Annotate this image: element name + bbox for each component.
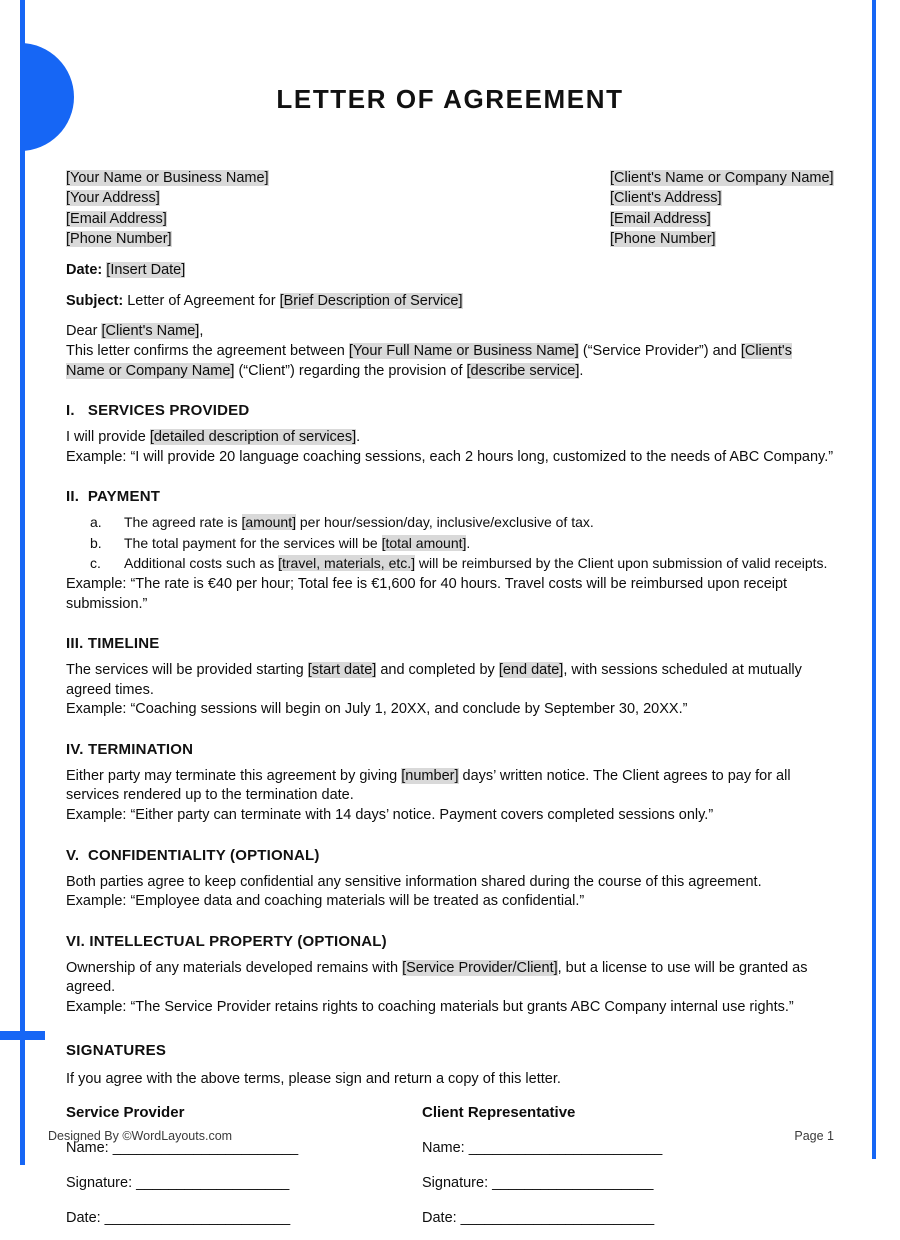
services-value: [detailed description of services]: [149, 429, 357, 446]
client-address-value: [Client's Address]: [610, 190, 722, 207]
payment-a-value: [amount]: [241, 514, 296, 531]
section-numeral-confidentiality: V.: [66, 846, 80, 864]
payment-example-wrap: [66, 575, 834, 614]
section-title-services: SERVICES PROVIDED: [87, 402, 250, 420]
section-title-timeline: TIMELINE: [87, 635, 160, 653]
client-name-value: [Client's Name or Company Name]: [610, 170, 834, 186]
list-item: [90, 533, 834, 554]
payment-item-text-a: [124, 512, 594, 533]
client-party-column: [610, 168, 834, 250]
sender-name-line: [66, 168, 610, 188]
client-representative-name-field[interactable]: Name: ________________________: [422, 1139, 663, 1156]
payment-b-value: [total amount]: [381, 534, 467, 551]
sender-phone-value: [Phone Number]: [66, 231, 172, 248]
services-text-before: I will provide: [66, 429, 146, 446]
footer-page-number: Page 1: [794, 1129, 834, 1143]
subject-label: Subject:: [66, 293, 124, 310]
subject-value: [Brief Description of Service]: [279, 293, 463, 310]
section-body-services: [66, 428, 834, 467]
ip-before: Ownership of any materials developed remains with: [66, 959, 399, 976]
intro-text-4: .: [579, 362, 584, 379]
sender-phone-line: [66, 229, 610, 249]
section-body-intellectual-property: [66, 959, 834, 1018]
service-provider-signature-field[interactable]: Signature: ___________________: [66, 1174, 290, 1191]
section-heading-services: [66, 402, 834, 419]
payment-item-marker-b: b.: [90, 534, 102, 551]
timeline-example: Example: “Coaching sessions will begin on July 1, 20XX, and conclude by September 30, 20XX.”: [66, 701, 688, 718]
intro-value-2: [Client's Name or Company Name]: [66, 343, 792, 379]
timeline-mid: and completed by: [380, 662, 495, 679]
parties-block: [66, 168, 834, 250]
date-label: Date:: [66, 261, 103, 278]
section-title-intellectual-property: INTELLECTUAL PROPERTY (OPTIONAL): [89, 932, 387, 950]
client-name-line: [610, 168, 834, 188]
services-example: Example: “I will provide 20 language coaching sessions, each 2 hours long, customized to the needs of ABC Company.”: [66, 448, 834, 465]
client-phone-line: [610, 229, 834, 249]
payment-items-list: [66, 512, 834, 574]
section-heading-intellectual-property: [66, 933, 834, 950]
services-text-after: .: [356, 429, 361, 446]
salutation-suffix: ,: [199, 323, 204, 340]
intro-text-1: This letter confirms the agreement between: [66, 343, 345, 360]
client-representative-signature-field[interactable]: Signature: ____________________: [422, 1174, 654, 1191]
signature-column-service-provider: [66, 1104, 422, 1240]
termination-value: [number]: [401, 767, 459, 784]
subject-static-text: Letter of Agreement for: [127, 293, 276, 310]
payment-b-after: .: [466, 534, 471, 551]
section-body-termination: [66, 767, 834, 826]
bottom-left-accent-bar: [0, 1031, 45, 1040]
section-numeral-timeline: III.: [66, 635, 84, 653]
termination-example: Example: “Either party can terminate with 14 days’ notice. Payment covers completed sessions only.”: [66, 807, 714, 824]
document-content: [66, 0, 834, 1240]
payment-item-text-b: [124, 533, 470, 554]
ip-example: Example: “The Service Provider retains rights to coaching materials but grants ABC Company internal use rights.”: [66, 999, 794, 1016]
page-title: LETTER OF AGREEMENT: [276, 84, 624, 114]
client-email-value: [Email Address]: [610, 210, 711, 227]
list-item: [90, 512, 834, 533]
signature-title-client-representative: Client Representative: [422, 1103, 576, 1121]
client-address-line: [610, 188, 834, 208]
payment-c-value: [travel, materials, etc.]: [278, 555, 416, 572]
timeline-before: The services will be provided starting: [66, 662, 304, 679]
confidentiality-statement: Both parties agree to keep confidential any sensitive information shared during the course of this agreement.: [66, 873, 762, 890]
sender-address-value: [Your Address]: [66, 190, 160, 207]
section-heading-signatures: SIGNATURES: [66, 1041, 167, 1059]
client-representative-date-field[interactable]: Date: ________________________: [422, 1209, 655, 1226]
payment-b-before: The total payment for the services will be: [124, 534, 378, 551]
section-heading-payment: [66, 488, 834, 505]
service-provider-name-field[interactable]: Name: _______________________: [66, 1139, 299, 1156]
signatures-intro: If you agree with the above terms, please sign and return a copy of this letter.: [66, 1070, 561, 1087]
client-email-line: [610, 209, 834, 229]
timeline-start-value: [start date]: [307, 662, 377, 679]
payment-item-marker-a: a.: [90, 514, 102, 531]
timeline-statement: [66, 661, 834, 700]
payment-example: Example: “The rate is €40 per hour; Total fee is €1,600 for 40 hours. Travel costs will be reimbursed upon receipt submission.”: [66, 575, 788, 612]
section-heading-timeline: [66, 635, 834, 652]
payment-c-after: will be reimbursed by the Client upon submission of valid receipts.: [418, 555, 828, 572]
intro-value-1: [Your Full Name or Business Name]: [348, 343, 579, 360]
ip-statement: [66, 959, 834, 998]
payment-c-before: Additional costs such as: [124, 555, 275, 572]
termination-statement: [66, 767, 834, 806]
signature-column-client-representative: [422, 1104, 778, 1240]
section-title-payment: PAYMENT: [87, 488, 161, 506]
intro-text-2: (“Service Provider”) and: [582, 343, 737, 360]
section-body-confidentiality: [66, 873, 834, 912]
left-accent-bar: [20, 0, 25, 1165]
sender-address-line: [66, 188, 610, 208]
sender-email-value: [Email Address]: [66, 210, 167, 227]
payment-a-before: The agreed rate is: [124, 514, 238, 531]
section-numeral-services: I.: [66, 402, 75, 420]
section-title-confidentiality: CONFIDENTIALITY (OPTIONAL): [87, 846, 320, 864]
date-value: [Insert Date]: [106, 261, 186, 278]
list-item: [90, 553, 834, 574]
salutation-prefix: Dear: [66, 323, 98, 340]
client-phone-value: [Phone Number]: [610, 231, 716, 248]
section-heading-termination: [66, 741, 834, 758]
payment-item-marker-c: c.: [90, 555, 101, 572]
services-statement: [66, 428, 834, 448]
section-numeral-termination: IV.: [66, 740, 84, 758]
footer-credit: Designed By ©WordLayouts.com: [48, 1129, 233, 1143]
sender-email-line: [66, 209, 610, 229]
intro-paragraph: [66, 342, 834, 381]
signature-grid: [66, 1104, 834, 1240]
section-heading-confidentiality: [66, 847, 834, 864]
timeline-end-value: [end date]: [498, 662, 564, 679]
section-numeral-intellectual-property: VI.: [66, 932, 85, 950]
payment-a-after: per hour/session/day, inclusive/exclusive of tax.: [299, 514, 594, 531]
section-body-timeline: [66, 661, 834, 720]
service-provider-date-field[interactable]: Date: _______________________: [66, 1209, 291, 1226]
section-title-termination: TERMINATION: [87, 740, 194, 758]
timeline-after: , with sessions scheduled at mutually agreed times.: [66, 662, 802, 698]
right-accent-bar: [872, 0, 876, 1159]
signature-title-service-provider: Service Provider: [66, 1103, 185, 1121]
termination-after: days’ written notice. The Client agrees to pay for all services rendered up to the termination date.: [66, 767, 791, 804]
section-numeral-payment: II.: [66, 488, 80, 506]
ip-after: , but a license to use will be granted as agreed.: [66, 959, 808, 996]
sender-name-value: [Your Name or Business Name]: [66, 170, 269, 186]
intro-value-3: [describe service]: [466, 362, 580, 379]
date-line: [66, 260, 834, 280]
confidentiality-example: Example: “Employee data and coaching materials will be treated as confidential.”: [66, 893, 585, 910]
salutation-value: [Client's Name]: [101, 323, 200, 340]
salutation-line: [66, 322, 834, 342]
intro-text-3: (“Client”) regarding the provision of: [238, 362, 463, 379]
payment-item-text-c: [124, 553, 827, 574]
ip-value: [Service Provider/Client]: [402, 959, 558, 976]
page-footer: [48, 1129, 834, 1143]
sender-party-column: [66, 168, 610, 250]
termination-before: Either party may terminate this agreement by giving: [66, 767, 398, 784]
subject-line: [66, 291, 834, 311]
